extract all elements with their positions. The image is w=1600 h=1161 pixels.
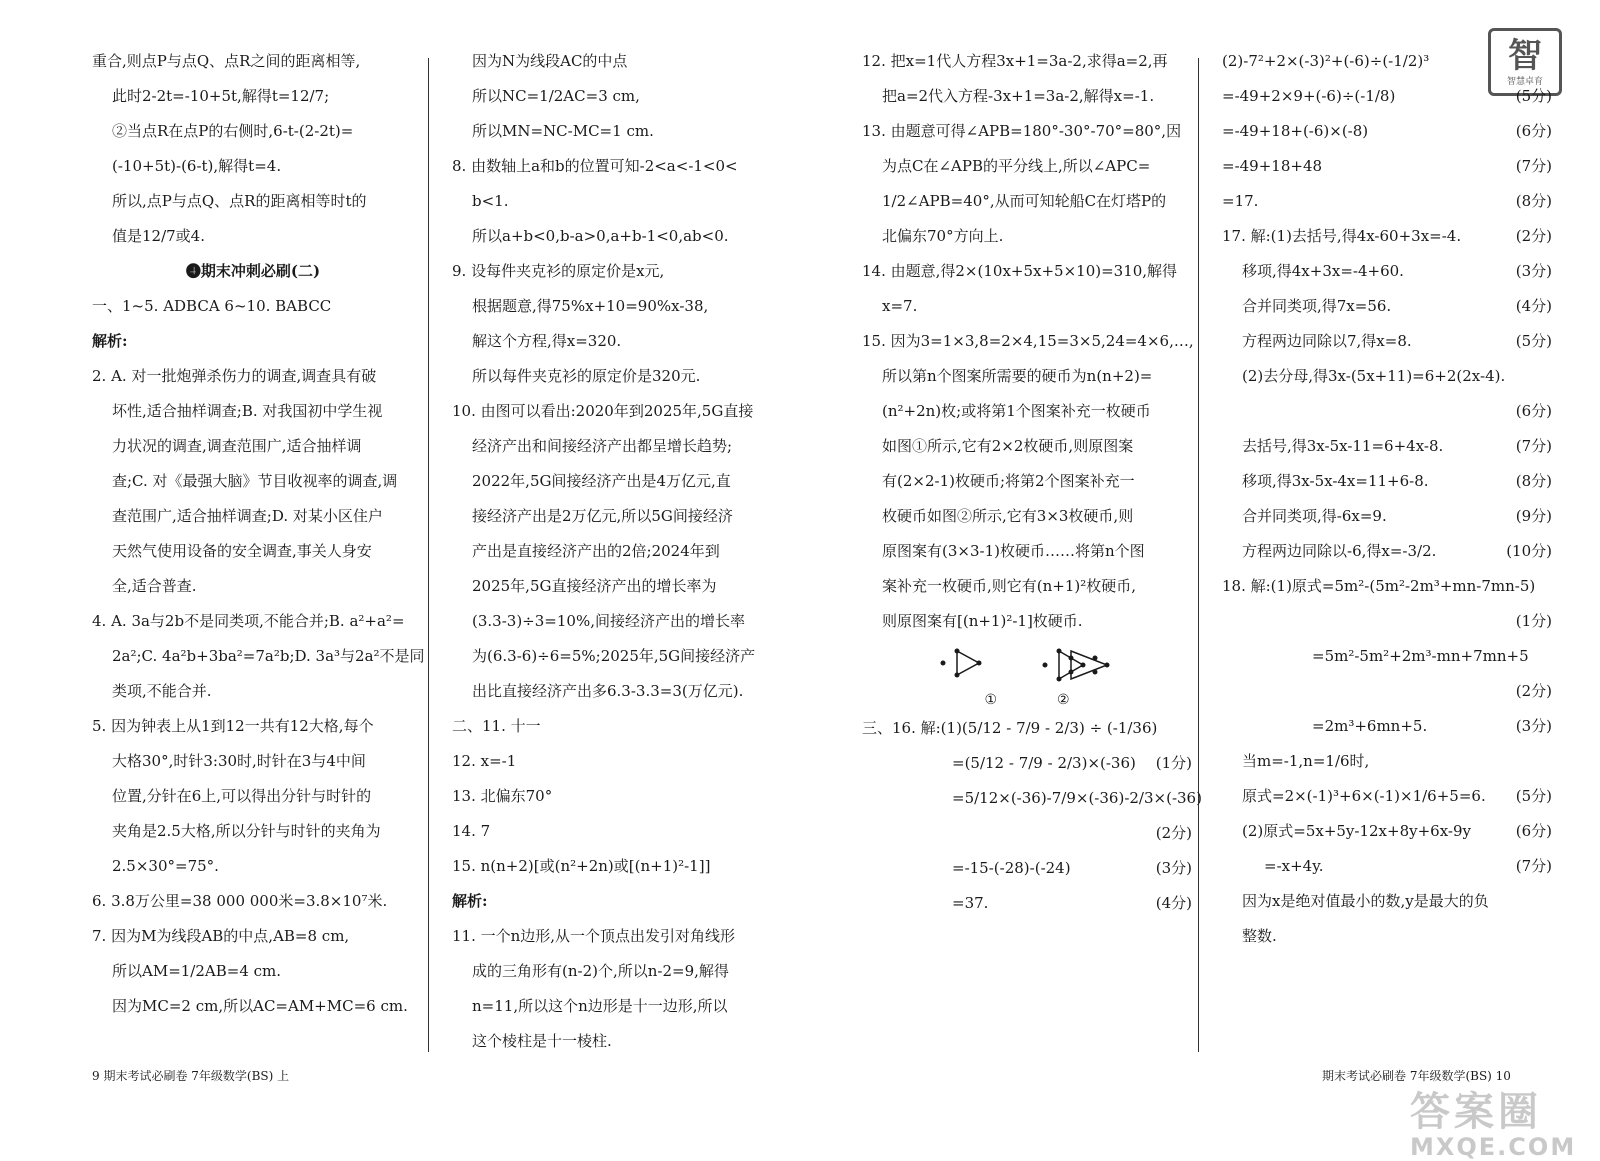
score-points: (10分) [1506,542,1552,560]
line-text: 所以,点P与点Q、点R的距离相等时t的 [112,192,367,210]
line-text: 2a²;C. 4a²b+3ba²=7a²b;D. 3a³与2a²不是同 [112,647,425,665]
col3_b-line [862,816,1192,851]
line-text: 为点C在∠APB的平分线上,所以∠APC= [882,157,1151,175]
line-text: 5. 因为钟表上从1到12一共有12大格,每个 [92,717,374,735]
col2-line [452,429,782,464]
coin-pattern-figures [862,645,1192,685]
line-text: 原式=2×(-1)³+6×(-1)×1/6+5=6. [1242,787,1486,805]
line-text: 整数. [1242,927,1277,945]
col3_a-line [862,394,1192,429]
col2-line [452,289,782,324]
line-text: =2m³+6mn+5. [1312,717,1428,735]
col1-line [92,324,414,359]
col4-line [1222,219,1552,254]
score-points: (5分) [1515,332,1552,350]
col3_a-line [862,464,1192,499]
line-text: 所以AM=1/2AB=4 cm. [112,962,282,980]
line-text: n=11,所以这个n边形是十一边形,所以 [472,997,728,1015]
col3_a-line [862,289,1192,324]
col4-line [1222,814,1552,849]
line-text: =-49+18+(-6)×(-8) [1222,122,1369,140]
col3_b-line [862,886,1192,921]
line-text: 查范围广,适合抽样调查;D. 对某小区住户 [112,507,383,525]
col3_a-line [862,499,1192,534]
line-text: 北偏东70°方向上. [882,227,1004,245]
col2-line [452,1024,782,1059]
col3_b-line [862,781,1202,816]
col4-line [1222,114,1552,149]
col3_a-line [862,429,1192,464]
col1-line [92,709,414,744]
line-text: 大格30°,时针3:30时,时针在3与4中间 [112,752,366,770]
line-text: 这个棱柱是十一棱柱. [472,1032,612,1050]
line-text: (3.3-3)÷3=10%,间接经济产出的增长率 [472,612,745,630]
col2-line [452,814,782,849]
col2-line [452,639,782,674]
col3_b-line [862,711,1192,746]
col4-line [1222,359,1552,394]
col2-line [452,849,782,884]
col3_a-line [862,534,1192,569]
line-text: 所以a+b<0,b-a>0,a+b-1<0,ab<0. [472,227,729,245]
col3_a-line [862,44,1192,79]
score-points: (2分) [1515,227,1552,245]
line-text: 去括号,得3x-5x-11=6+4x-8. [1242,437,1444,455]
col1-line [92,569,414,604]
col4-line [1222,184,1552,219]
col1-line [92,849,414,884]
col4-line [1222,394,1552,429]
score-points: (2分) [1155,824,1192,842]
left-page-column-2 [452,44,782,1059]
line-text: 所以每件夹克衫的原定价是320元. [472,367,701,385]
col3_a-line [862,254,1192,289]
left-page-column-1 [92,44,425,1024]
line-text: 合并同类项,得-6x=9. [1242,507,1387,525]
line-text: 方程两边同除以-6,得x=-3/2. [1242,542,1437,560]
col2-line [452,569,782,604]
footer-left: 9 期末考试必刷卷 7年级数学(BS) 上 [92,1069,290,1083]
line-text: 11. 一个n边形,从一个顶点出发引对角线形 [452,927,736,945]
col2-line [452,114,782,149]
line-text: 原图案有(3×3-1)枚硬币……将第n个图 [882,542,1145,560]
line-text: 所以第n个图案所需要的硬币为n(n+2)= [882,367,1153,385]
line-text: 解这个方程,得x=320. [472,332,622,350]
line-text: 因为MC=2 cm,所以AC=AM+MC=6 cm. [112,997,408,1015]
line-text: 所以NC=1/2AC=3 cm, [472,87,640,105]
col2-line [452,779,782,814]
line-text: 2.5×30°=75°. [112,857,219,875]
watermark-line1: 答案圈 [1410,1089,1542,1135]
col3_a-line [862,604,1192,639]
col4-line [1222,429,1552,464]
column-divider-right [1198,58,1199,1052]
line-text: 一、1~5. ADBCA 6~10. BABCC [92,297,332,315]
logo-glyph: 智 [1508,35,1542,76]
score-points: (1分) [1515,612,1552,630]
col4-line [1222,464,1552,499]
line-text: 1/2∠APB=40°,从而可知轮船C在灯塔P的 [882,192,1167,210]
col1-line [92,604,414,639]
right-page-column-1 [862,44,1202,921]
line-text: 因为x是绝对值最小的数,y是最大的负 [1242,892,1489,910]
col1-line [92,79,414,114]
col3_b-line [862,851,1192,886]
score-points: (5分) [1515,787,1552,805]
line-text: =-15-(-28)-(-24) [952,859,1071,877]
col1-line [92,219,414,254]
col2-line [452,184,782,219]
line-text: 案补充一枚硬币,则它有(n+1)²枚硬币, [882,577,1137,595]
line-text: x=7. [882,297,918,315]
col4-line [1222,534,1552,569]
col4-line [1222,149,1552,184]
col2-line [452,44,782,79]
col4-line [1222,289,1552,324]
watermark [1410,1080,1576,1161]
col2-line [452,254,782,289]
col2-line [452,744,782,779]
score-points: (3分) [1515,262,1552,280]
col2-line [452,604,782,639]
col4-line [1222,884,1552,919]
score-points: (7分) [1515,857,1552,875]
col1-line [92,674,414,709]
col2-line [452,534,782,569]
col4-line [1222,639,1552,674]
line-text: 为(6.3-6)÷6=5%;2025年,5G间接经济产 [472,647,756,665]
line-text: =17. [1222,192,1259,210]
line-text: =-49+18+48 [1222,157,1323,175]
line-text: 12. x=-1 [452,752,517,770]
line-text: 所以MN=NC-MC=1 cm. [472,122,654,140]
col2-line [452,919,782,954]
col3_a-line [862,569,1192,604]
score-points: (4分) [1515,297,1552,315]
coin-figure-2 [1039,645,1119,685]
line-text: 夹角是2.5大格,所以分针与时针的夹角为 [112,822,381,840]
score-points: (4分) [1155,894,1192,912]
col1-line [92,184,414,219]
col2-line [452,709,782,744]
col1-line [92,114,414,149]
col2-line [452,394,782,429]
score-points: (8分) [1515,192,1552,210]
col1-line [92,779,414,814]
line-text: 15. n(n+2)[或(n²+2n)或[(n+1)²-1]] [452,857,711,875]
line-text: b<1. [472,192,509,210]
line-text: 12. 把x=1代人方程3x+1=3a-2,求得a=2,再 [862,52,1168,70]
line-text: 位置,分针在6上,可以得出分针与时针的 [112,787,372,805]
col1-line [92,919,414,954]
line-text: 移项,得4x+3x=-4+60. [1242,262,1404,280]
score-points: (6分) [1515,122,1552,140]
col1-line [92,499,414,534]
line-text: 14. 由题意,得2×(10x+5x+5×10)=310,解得 [862,262,1178,280]
score-points: (1分) [1155,754,1192,772]
line-text: =-49+2×9+(-6)÷(-1/8) [1222,87,1396,105]
line-text: 当m=-1,n=1/6时, [1242,752,1370,770]
col2-line [452,219,782,254]
line-text: 7. 因为M为线段AB的中点,AB=8 cm, [92,927,350,945]
line-text: 力状况的调查,调查范围广,适合抽样调 [112,437,362,455]
col1-line [92,639,425,674]
col2-line [452,464,782,499]
line-text: 6. 3.8万公里=38 000 000米=3.8×10⁷米. [92,892,388,910]
col1-line [92,464,414,499]
col4-line [1222,709,1552,744]
col4-line [1222,324,1552,359]
col3_b-line [862,746,1192,781]
line-text: 13. 北偏东70° [452,787,553,805]
col3_a-line [862,79,1192,114]
col1-line [92,289,414,324]
score-points: (3分) [1155,859,1192,877]
score-points: (9分) [1515,507,1552,525]
line-text: 10. 由图可以看出:2020年到2025年,5G直接 [452,402,754,420]
line-text: 2025年,5G直接经济产出的增长率为 [472,577,717,595]
line-text: 则原图案有[(n+1)²-1]枚硬币. [882,612,1083,630]
col1-line [92,44,414,79]
watermark-line2: MXQE.COM [1410,1133,1577,1161]
col2-line [452,499,782,534]
line-text: 类项,不能合并. [112,682,212,700]
line-text: 有(2×2-1)枚硬币;将第2个图案补充一 [882,472,1135,490]
line-text: (2)-7²+2×(-3)²+(-6)÷(-1/2)³ [1222,52,1430,70]
coin-figure-1 [935,645,995,681]
line-text: 17. 解:(1)去括号,得4x-60+3x=-4. [1222,227,1462,245]
line-text: ②当点R在点P的右侧时,6-t-(2-2t)= [112,122,354,140]
line-text: =-x+4y. [1264,857,1324,875]
line-text: 把a=2代入方程-3x+1=3a-2,解得x=-1. [882,87,1155,105]
col4-line [1222,849,1552,884]
col4-line [1222,674,1552,709]
col2-line [452,884,782,919]
col3_a-line [862,184,1192,219]
col4-line [1222,604,1552,639]
column-divider-left [428,58,429,1052]
col2-line [452,324,782,359]
col2-line [452,954,782,989]
score-points: (5分) [1515,87,1552,105]
line-text: 二、11. 十一 [452,717,541,735]
col1-line [92,534,414,569]
col3_a-line [862,219,1192,254]
line-text: 18. 解:(1)原式=5m²-(5m²-2m³+mn-7mn-5) [1222,577,1536,595]
col1-line [92,394,414,429]
line-text: ❹期末冲刺必刷(二) [185,262,321,280]
line-text: 8. 由数轴上a和b的位置可知-2<a<-1<0< [452,157,738,175]
col1-line [92,814,414,849]
line-text: 成的三角形有(n-2)个,所以n-2=9,解得 [472,962,729,980]
col1-line [92,429,414,464]
col1-line [92,359,414,394]
line-text: 此时2-2t=-10+5t,解得t=12/7; [112,87,330,105]
line-text: 方程两边同除以7,得x=8. [1242,332,1412,350]
line-text: =5m²-5m²+2m³-mn+7mn+5 [1312,647,1529,665]
line-text: 经济产出和间接经济产出都呈增长趋势; [472,437,733,455]
line-text: 15. 因为3=1×3,8=2×4,15=3×5,24=4×6,…, [862,332,1194,350]
line-text: 13. 由题意可得∠APB=180°-30°-70°=80°,因 [862,122,1182,140]
col4-line [1222,254,1552,289]
footer-right: 期末考试必刷卷 7年级数学(BS) 10 [1322,1069,1511,1083]
line-text: 全,适合普查. [112,577,197,595]
col2-line [452,149,782,184]
figure-label-1: ① [984,692,997,708]
line-text: =5/12×(-36)-7/9×(-36)-2/3×(-36) [952,789,1202,807]
col4-line [1222,919,1552,954]
line-text: 查;C. 对《最强大脑》节目收视率的调查,调 [112,472,398,490]
col1-line [92,884,414,919]
line-text: =37. [952,894,989,912]
col1-line [92,744,414,779]
col3_a-line [862,324,1192,359]
col2-line [452,989,782,1024]
col1-line [92,254,414,289]
col4-line [1222,779,1552,814]
logo-subtitle: 智慧卓育 [1506,76,1543,87]
col2-line [452,79,782,114]
line-text: 4. A. 3a与2b不是同类项,不能合并;B. a²+a²= [92,612,405,630]
right-page-column-2 [1222,44,1552,954]
line-text: =(5/12 - 7/9 - 2/3)×(-36) [952,754,1136,772]
line-text: 解析: [452,892,488,910]
score-points: (6分) [1515,402,1552,420]
score-points: (8分) [1515,472,1552,490]
line-text: (2)去分母,得3x-(5x+11)=6+2(2x-4). [1242,367,1506,385]
figure-labels [862,689,1192,711]
score-points: (7分) [1515,157,1552,175]
line-text: (-10+5t)-(6-t),解得t=4. [112,157,282,175]
line-text: 14. 7 [452,822,491,840]
line-text: 坏性,适合抽样调查;B. 对我国初中学生视 [112,402,383,420]
line-text: 天然气使用设备的安全调查,事关人身安 [112,542,372,560]
score-points: (6分) [1515,822,1552,840]
score-points: (3分) [1515,717,1552,735]
col1-line [92,954,414,989]
score-points: (2分) [1515,682,1552,700]
col3_a-line [862,114,1192,149]
line-text: 值是12/7或4. [112,227,205,245]
line-text: 移项,得3x-5x-4x=11+6-8. [1242,472,1429,490]
line-text: 合并同类项,得7x=56. [1242,297,1392,315]
col3_a-line [862,149,1192,184]
score-points: (7分) [1515,437,1552,455]
line-text: 产出是直接经济产出的2倍;2024年到 [472,542,720,560]
col4-line [1222,744,1552,779]
line-text: 2022年,5G间接经济产出是4万亿元,直 [472,472,731,490]
line-text: 如图①所示,它有2×2枚硬币,则原图案 [882,437,1134,455]
col1-line [92,149,414,184]
line-text: 根据题意,得75%x+10=90%x-38, [472,297,709,315]
figure-label-2: ② [1057,692,1070,708]
col4-line [1222,499,1552,534]
line-text: 枚硬币如图②所示,它有3×3枚硬币,则 [882,507,1134,525]
line-text: 出比直接经济产出多6.3-3.3=3(万亿元). [472,682,744,700]
col2-line [452,359,782,394]
line-text: 因为N为线段AC的中点 [472,52,628,70]
col4-line [1222,44,1552,79]
line-text: 重合,则点P与点Q、点R之间的距离相等, [92,52,361,70]
col4-line [1222,79,1552,114]
col3_a-line [862,359,1192,394]
line-text: (n²+2n)枚;或将第1个图案补充一枚硬币 [882,402,1151,420]
line-text: 解析: [92,332,128,350]
line-text: 9. 设每件夹克衫的原定价是x元, [452,262,665,280]
col1-line [92,989,414,1024]
line-text: 接经济产出是2万亿元,所以5G间接经济 [472,507,733,525]
col4-line [1222,569,1552,604]
line-text: 三、16. 解:(1)(5/12 - 7/9 - 2/3) ÷ (-1/36) [862,719,1158,737]
line-text: (2)原式=5x+5y-12x+8y+6x-9y [1242,822,1471,840]
col2-line [452,674,782,709]
line-text: 2. A. 对一批炮弹杀伤力的调查,调查具有破 [92,367,377,385]
